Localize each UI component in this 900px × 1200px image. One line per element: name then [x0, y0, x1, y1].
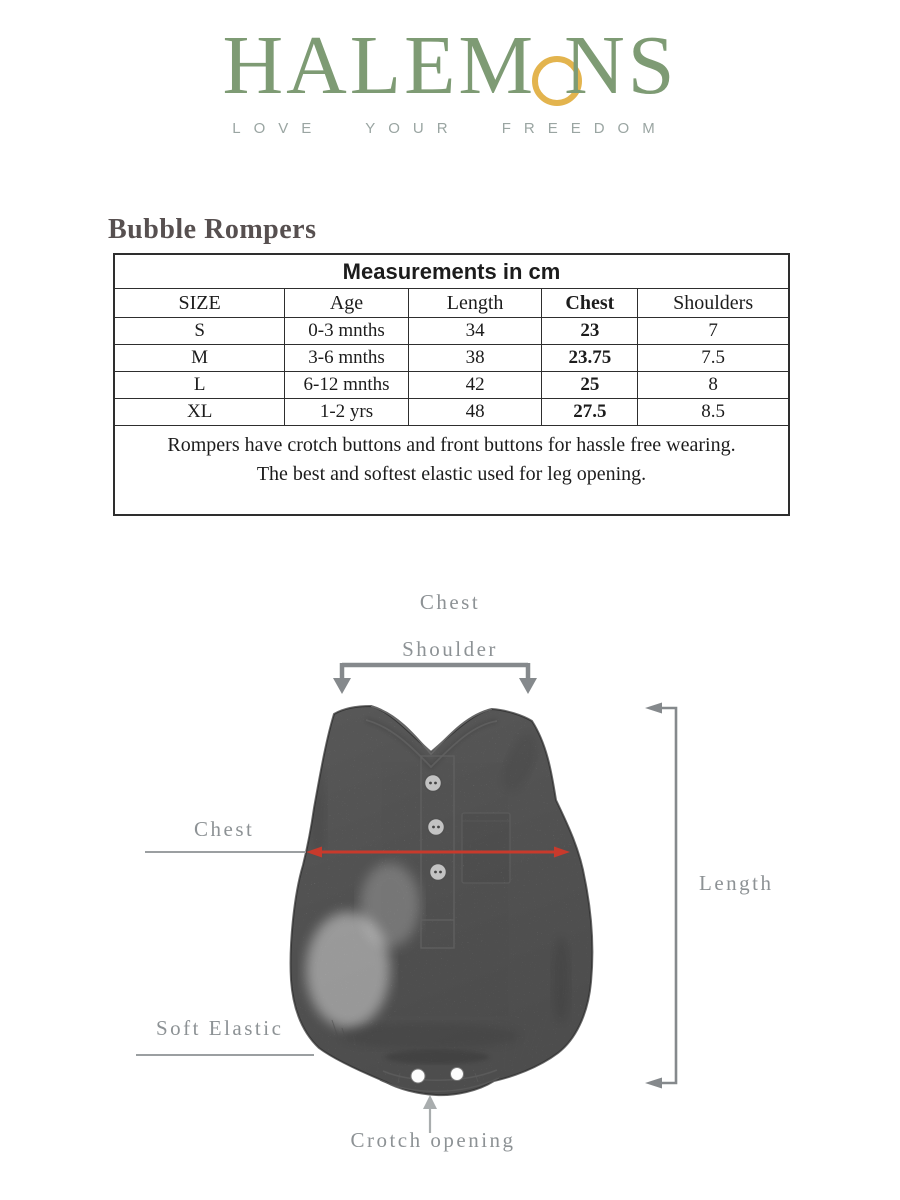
size-table	[113, 253, 790, 516]
column-header: Age	[285, 289, 409, 318]
table-cell: 42	[408, 372, 542, 399]
table-cell: 25	[542, 372, 638, 399]
note-line: Rompers have crotch buttons and front buttons for hassle free wearing.	[167, 434, 736, 456]
brand-header	[0, 19, 900, 137]
crotch-arrow	[423, 1095, 437, 1133]
table-cell: S	[114, 318, 285, 345]
brand-tagline: LOVE YOUR FREEDOM	[232, 120, 668, 137]
length-dimension-line	[645, 703, 676, 1089]
brand-logo	[0, 19, 900, 112]
table-cell: 3-6 mnths	[285, 345, 409, 372]
table-cell: 8.5	[638, 399, 789, 426]
table-caption: Measurements in cm	[114, 254, 789, 289]
note-line: The best and softest elastic used for leg opening.	[256, 463, 647, 485]
table-cell: 34	[408, 318, 542, 345]
crotch-opening-label: Crotch opening	[350, 1128, 516, 1152]
table-cell: 7	[638, 318, 789, 345]
chest-side-label: Chest	[194, 817, 255, 841]
shoulder-label: Shoulder	[402, 637, 498, 661]
diagram-canvas	[0, 550, 900, 1200]
table-cell: M	[114, 345, 285, 372]
logo-text-left: HALEM	[222, 19, 537, 112]
table-cell: 38	[408, 345, 542, 372]
table-header-row	[114, 289, 789, 318]
table-cell: XL	[114, 399, 285, 426]
column-header: Length	[408, 289, 542, 318]
table-cell: 0-3 mnths	[285, 318, 409, 345]
chest-top-label: Chest	[419, 590, 481, 614]
table-cell: 23.75	[542, 345, 638, 372]
length-label: Length	[699, 871, 774, 895]
table-row	[114, 372, 789, 399]
table-row	[114, 345, 789, 372]
table-row	[114, 318, 789, 345]
table-cell: 27.5	[542, 399, 638, 426]
column-header: Shoulders	[638, 289, 789, 318]
soft-elastic-label: Soft Elastic	[156, 1016, 284, 1040]
table-row	[114, 399, 789, 426]
table-cell: 7.5	[638, 345, 789, 372]
table-cell: 23	[542, 318, 638, 345]
page-title: Bubble Rompers	[108, 214, 317, 245]
table-cell: L	[114, 372, 285, 399]
table-cell: 8	[638, 372, 789, 399]
table-notes	[114, 426, 789, 516]
romper-illustration	[270, 690, 610, 1110]
table-cell: 6-12 mnths	[285, 372, 409, 399]
shoulder-dimension-bracket	[333, 663, 537, 694]
chest-pocket	[462, 813, 510, 883]
table-cell: 1-2 yrs	[285, 399, 409, 426]
measurement-diagram	[0, 550, 900, 1200]
column-header: Chest	[542, 289, 638, 318]
column-header: SIZE	[114, 289, 285, 318]
table-cell: 48	[408, 399, 542, 426]
logo-text-right: NS	[564, 19, 678, 112]
